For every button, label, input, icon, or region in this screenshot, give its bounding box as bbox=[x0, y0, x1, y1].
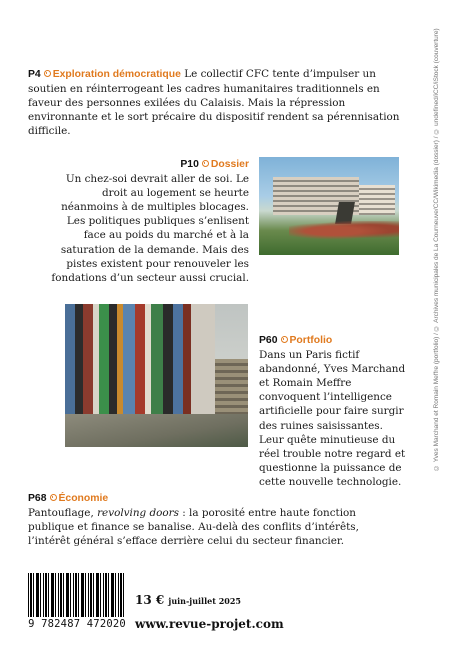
page-number: P60 bbox=[259, 335, 278, 346]
section-title: Économie bbox=[58, 493, 109, 504]
section-title: Exploration démocratique bbox=[52, 69, 181, 80]
circle-bullet-icon bbox=[281, 336, 288, 343]
barcode-number: 9 782487 472020 bbox=[28, 618, 126, 630]
website-link[interactable]: www.revue-projet.com bbox=[135, 617, 284, 631]
section-title: Dossier bbox=[210, 159, 249, 170]
page-number: P4 bbox=[28, 69, 41, 80]
portfolio-photo bbox=[65, 304, 248, 447]
article-text-italic: revolving doors bbox=[97, 507, 179, 520]
photo-credits: © Yves Marchand et Romain Meffre (portfolio) / © Archives municipales de La Courneuve/CC/Wikimedia (dossier) / © undefined/iCC/iStock (couverture) bbox=[433, 28, 440, 471]
price: 13 € bbox=[135, 593, 165, 607]
section-title: Portfolio bbox=[289, 335, 333, 346]
dossier-photo bbox=[259, 157, 399, 255]
price-line bbox=[135, 593, 241, 607]
article-text: Un chez-soi devrait aller de soi. Le droit au logement se heurte néanmoins à de multiples blocages. Les politiques publiques s’enlisent face au poids du marché et à la saturation de la demande. Mais des pistes existent pour renouveler les fondations d’un secteur aussi crucial. bbox=[51, 173, 249, 284]
article-p4 bbox=[28, 67, 400, 138]
article-p10 bbox=[42, 157, 249, 285]
page-number: P68 bbox=[28, 493, 47, 504]
article-text: Le collectif CFC tente d’impulser un soutien en réinterrogeant les cadres humanitaires traditionnels en faveur des personnes exilées du Calaisis. Mais la répression environnante et le sort précaire du dispositif rendent sa pérennisation difficile. bbox=[28, 68, 400, 138]
page-number: P10 bbox=[180, 159, 199, 170]
article-text: Dans un Paris fictif abandonné, Yves Marchand et Romain Meffre convoquent l’intelligence artificielle pour faire surgir des ruines saisissantes. Leur quête minutieuse du réel trouble notre regard et questionne la puissance de cette nouvelle technologie. bbox=[259, 349, 406, 488]
issue-date: juin-juillet 2025 bbox=[168, 596, 241, 606]
circle-bullet-icon bbox=[44, 70, 51, 77]
article-p68 bbox=[28, 491, 398, 548]
circle-bullet-icon bbox=[202, 160, 209, 167]
article-text-suffix: : la porosité entre haute fonction publique et finance se banalise. Au-delà des conflits d’intérêts, l’intérêt général s’efface derrière celui du secteur financier. bbox=[28, 507, 359, 548]
barcode-bars bbox=[28, 573, 126, 617]
article-p60 bbox=[259, 333, 409, 489]
article-text-prefix: Pantouflage, bbox=[28, 507, 98, 520]
circle-bullet-icon bbox=[50, 494, 57, 501]
barcode bbox=[28, 573, 126, 631]
